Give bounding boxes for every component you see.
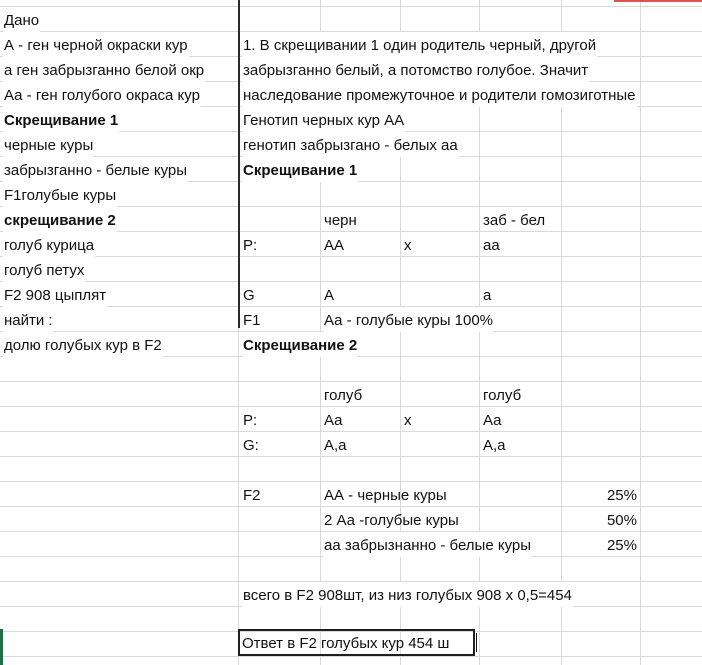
given-row: забрызганно - белые куры <box>3 157 188 182</box>
f2-genotype: АА - черные куры <box>324 487 447 504</box>
cross2-head-left: голуб <box>324 387 363 404</box>
given-row: Скрещивание 1 <box>3 107 119 132</box>
given-row: а ген забрызганно белой окр <box>3 57 205 82</box>
cross1-p-left: АА <box>324 237 345 254</box>
cross1-title: Скрещивание 1 <box>242 157 358 182</box>
given-row: найти : <box>3 307 54 332</box>
explanation-line: наследование промежуточное и родители гомозиготные <box>242 82 637 107</box>
cross2-g-left: А,а <box>324 437 347 454</box>
answer-cell[interactable]: Ответ в F2 голубых кур 454 ш <box>242 635 450 652</box>
cross2-p-left: Аа <box>324 412 343 429</box>
given-row: Дано <box>3 7 40 32</box>
row-gridline <box>0 6 702 7</box>
cross1-head-left: черн <box>324 212 357 229</box>
cross2-g-right: А,а <box>483 437 506 454</box>
row-selection-marker <box>0 629 3 665</box>
cross1-g-left: А <box>324 287 335 304</box>
column-gridline <box>640 0 641 665</box>
total-line: всего в F2 908шт, из низ голубых 908 х 0,5=454 <box>242 582 573 607</box>
genotype-black: Генотип черных кур АА <box>242 107 405 132</box>
given-row: А - ген черной окраски кур <box>3 32 189 57</box>
given-row: Аа - ген голубого окраса кур <box>3 82 201 107</box>
given-row: голуб петух <box>3 257 85 282</box>
row-gridline <box>0 431 702 432</box>
cross1-cross-sign: х <box>404 237 412 254</box>
row-gridline <box>0 456 702 457</box>
cross2-p-right: Аа <box>483 412 502 429</box>
f2-genotype: аа забрызнанно - белые куры <box>323 532 532 557</box>
explanation-line: забрызганно белый, а потомство голубое. Значит <box>242 57 589 82</box>
explanation-line: 1. В скрещивании 1 один родитель черный, другой <box>242 32 597 57</box>
f2-percent: 25% <box>606 487 637 504</box>
text-cursor <box>476 633 477 652</box>
f2-percent: 25% <box>606 537 637 554</box>
given-row: F2 908 цыплят <box>3 282 107 307</box>
row-gridline <box>0 656 702 657</box>
cross1-head-right: заб - бел <box>483 212 546 229</box>
corner-mark <box>614 0 702 2</box>
f2-label: F2 <box>243 487 261 504</box>
f2-genotype: 2 Аа -голубые куры <box>324 512 459 529</box>
cross1-g-right: а <box>483 287 492 304</box>
cross1-p-label: P: <box>243 237 258 254</box>
cross1-g-label: G <box>243 287 255 304</box>
given-row: черные куры <box>3 132 94 157</box>
cross1-f1-result: Аа - голубые куры 100% <box>323 307 494 332</box>
given-border <box>238 0 240 328</box>
cross2-head-right: голуб <box>483 387 522 404</box>
cross2-p-label: P: <box>243 412 258 429</box>
cross2-g-label: G: <box>243 437 259 454</box>
given-row: голуб курица <box>3 232 95 257</box>
f2-percent: 50% <box>606 512 637 529</box>
row-gridline <box>0 256 702 257</box>
genotype-white: генотип забрызгано - белых аа <box>242 132 459 157</box>
given-row: долю голубых кур в F2 <box>3 332 163 357</box>
cross2-title: Скрещивание 2 <box>242 332 358 357</box>
given-row: F1голубые куры <box>3 182 117 207</box>
cross2-cross-sign: х <box>404 412 412 429</box>
cross1-p-right: аа <box>483 237 500 254</box>
given-row: скрещивание 2 <box>3 207 117 232</box>
cross1-f1-label: F1 <box>243 312 261 329</box>
